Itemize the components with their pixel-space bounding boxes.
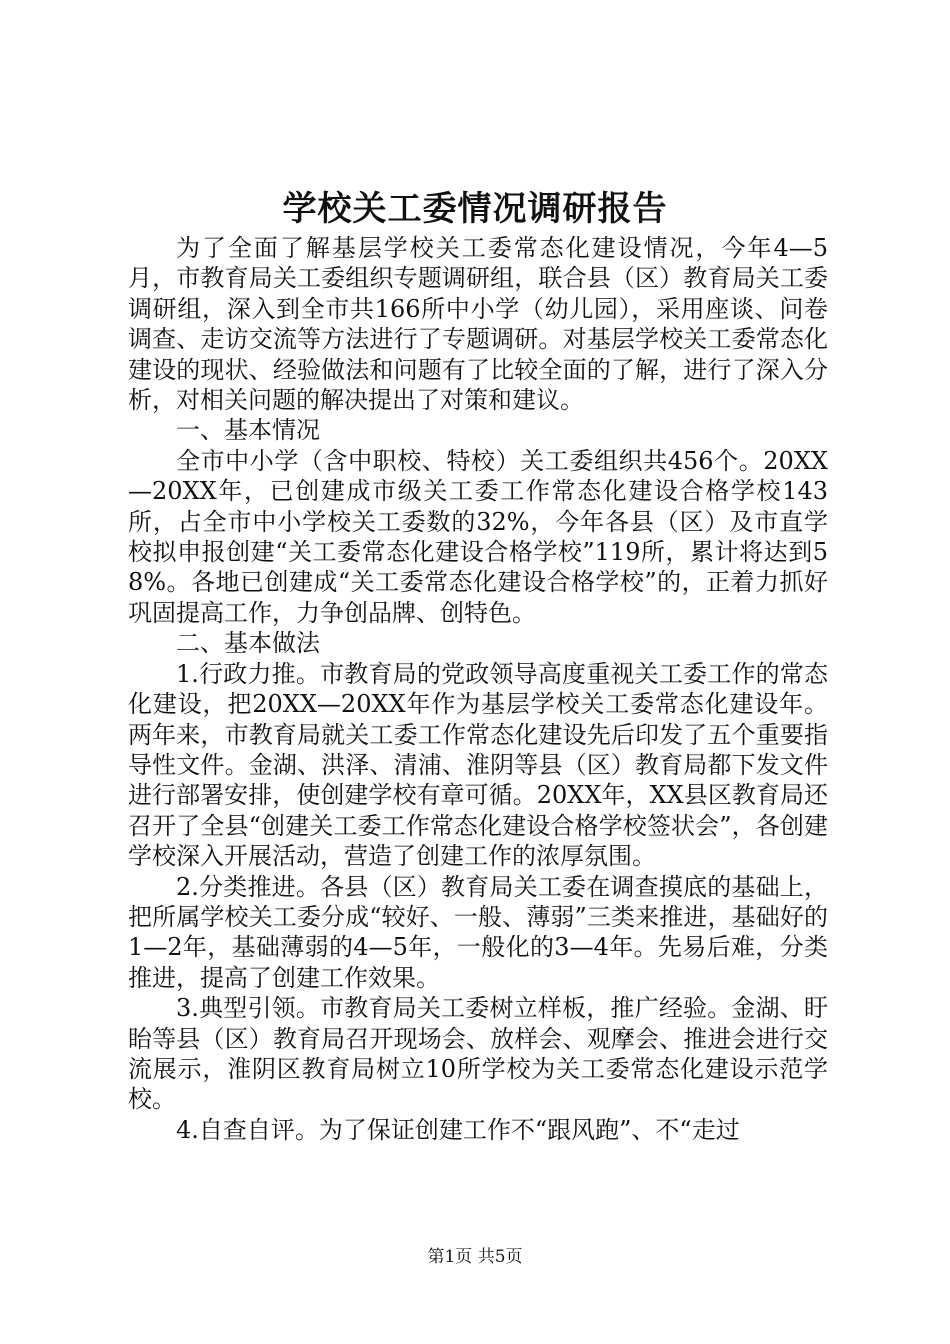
section-heading-basic-situation: 一、基本情况 <box>176 416 320 445</box>
paragraph-practice-2: 2.分类推进。各县（区）教育局关工委在调查摸底的基础上，把所属学校关工委分成“较好、一般、薄弱”三类来推进，基础好的1—2年，基础薄弱的4—5年，一般化的3—4年。先易后难，分类推进，提高了创建工作效果。 <box>128 872 828 992</box>
paragraph-basic-situation: 全市中小学（含中职校、特校）关工委组织共456个。20XX—20XX年，已创建成市级关工委工作常态化建设合格学校143所，占全市中小学校关工委数的32%，今年各县（区）及市直学校拟申报创建“关工委常态化建设合格学校”119所，累计将达到58%。各地已创建成“关工委常态化建设合格学校”的，正着力抓好巩固提高工作，力争创品牌、创特色。 <box>128 446 828 627</box>
paragraph-intro: 为了全面了解基层学校关工委常态化建设情况，今年4—5月，市教育局关工委组织专题调研组，联合县（区）教育局关工委调研组，深入到全市共166所中小学（幼儿园），采用座谈、问卷调查、走访交流等方法进行了专题调研。对基层学校关工委常态化建设的现状、经验做法和问题有了比较全面的了解，进行了深入分析，对相关问题的解决提出了对策和建议。 <box>128 234 828 415</box>
paragraph-practice-4: 4.自查自评。为了保证创建工作不“跟风跑”、不“走过 <box>176 1115 740 1144</box>
page-number-footer: 第1页 共5页 <box>427 1247 523 1267</box>
paragraph-practice-3: 3.典型引领。市教育局关工委树立样板，推广经验。金湖、盱眙等县（区）教育局召开现场会、放样会、观摩会、推进会进行交流展示，淮阴区教育局树立10所学校为关工委常态化建设示范学校。 <box>128 994 828 1114</box>
paragraph-practice-1: 1.行政力推。市教育局的党政领导高度重视关工委工作的常态化建设，把20XX—20XX年作为基层学校关工委常态化建设年。两年来，市教育局就关工委工作常态化建设先后印发了五个重要指导性文件。金湖、洪泽、清浦、淮阴等县（区）教育局都下发文件进行部署安排，使创建学校有章可循。20XX年，XX县区教育局还召开了全县“创建关工委工作常态化建设合格学校签状会”，各创建学校深入开展活动，营造了创建工作的浓厚氛围。 <box>128 659 828 871</box>
document-title: 学校关工委情况调研报告 <box>282 189 668 229</box>
section-heading-basic-practices: 二、基本做法 <box>176 629 320 658</box>
document-body <box>128 233 828 1145</box>
